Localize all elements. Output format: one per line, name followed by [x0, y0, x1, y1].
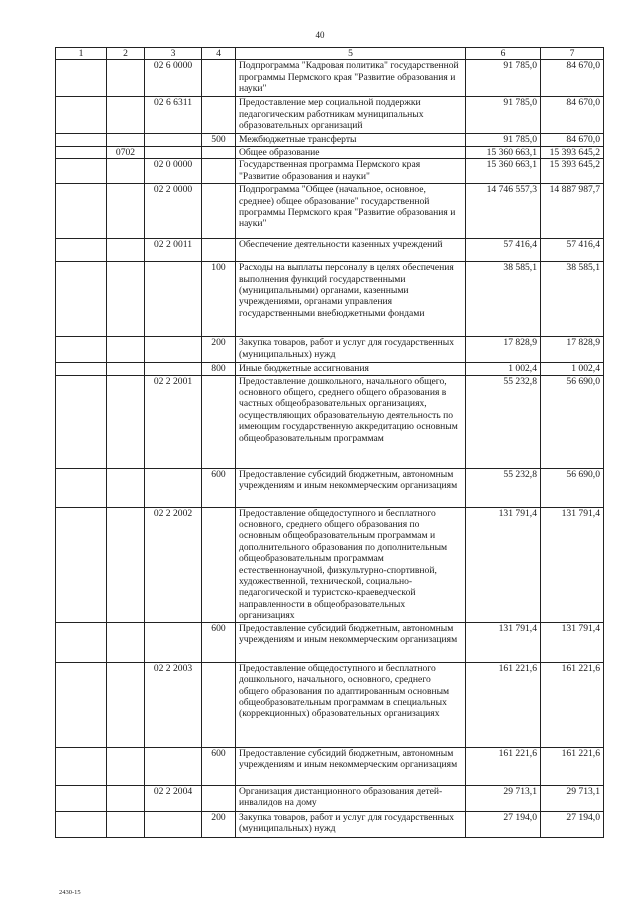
cell-amount-2017: 131 791,4: [541, 507, 604, 622]
cell-expense-type: 200: [202, 337, 236, 363]
cell-section: [56, 785, 107, 811]
cell-subsection: [107, 363, 145, 375]
cell-amount-2017: 161 221,6: [541, 747, 604, 785]
header-col-2: 2: [107, 48, 145, 60]
cell-expense-type: 200: [202, 811, 236, 837]
cell-amount-2016: 131 791,4: [466, 507, 541, 622]
cell-expense-type: 800: [202, 363, 236, 375]
cell-amount-2017: 38 585,1: [541, 262, 604, 337]
cell-subsection: [107, 159, 145, 184]
cell-amount-2016: 15 360 663,1: [466, 159, 541, 184]
cell-expense-type: [202, 507, 236, 622]
cell-expense-type: 600: [202, 468, 236, 507]
cell-description: Предоставление общедоступного и бесплатного дошкольного, начального, основного, среднего общего образования по адаптированным основным общеобразовательным программам в специальных (коррекционных) образовательных организациях: [236, 662, 466, 747]
cell-section: [56, 337, 107, 363]
cell-target-code: [145, 146, 202, 158]
cell-description: Закупка товаров, работ и услуг для государственных (муниципальных) нужд: [236, 337, 466, 363]
cell-description: Подпрограмма "Кадровая политика" государственной программы Пермского края "Развитие образования и науки": [236, 60, 466, 97]
cell-expense-type: [202, 159, 236, 184]
cell-amount-2016: 29 713,1: [466, 785, 541, 811]
cell-target-code: [145, 337, 202, 363]
cell-subsection: [107, 375, 145, 468]
cell-section: [56, 97, 107, 134]
cell-amount-2017: 84 670,0: [541, 60, 604, 97]
cell-target-code: 02 2 0000: [145, 184, 202, 239]
cell-expense-type: [202, 97, 236, 134]
cell-subsection: [107, 468, 145, 507]
table-row: [56, 97, 604, 134]
cell-amount-2017: 84 670,0: [541, 134, 604, 146]
cell-amount-2016: 91 785,0: [466, 134, 541, 146]
table-row: [56, 363, 604, 375]
cell-description: Расходы на выплаты персоналу в целях обеспечения выполнения функций государственными (муниципальными) органами, казенными учреждениями, органами управления государственными внебюджетными фондами: [236, 262, 466, 337]
cell-amount-2017: 56 690,0: [541, 375, 604, 468]
cell-target-code: [145, 468, 202, 507]
table-row: [56, 159, 604, 184]
cell-subsection: [107, 184, 145, 239]
table-row: [56, 662, 604, 747]
cell-target-code: 02 2 2003: [145, 662, 202, 747]
table-row: [56, 468, 604, 507]
cell-amount-2016: 38 585,1: [466, 262, 541, 337]
cell-amount-2016: 91 785,0: [466, 97, 541, 134]
cell-subsection: [107, 662, 145, 747]
header-col-6: 6: [466, 48, 541, 60]
cell-amount-2016: 55 232,8: [466, 375, 541, 468]
table-row: [56, 337, 604, 363]
cell-target-code: [145, 811, 202, 837]
table-row: [56, 811, 604, 837]
cell-amount-2016: 131 791,4: [466, 622, 541, 662]
cell-expense-type: [202, 184, 236, 239]
table-row: [56, 184, 604, 239]
cell-section: [56, 262, 107, 337]
cell-section: [56, 184, 107, 239]
budget-table: [55, 47, 604, 838]
cell-section: [56, 662, 107, 747]
table-row: [56, 622, 604, 662]
cell-amount-2017: 27 194,0: [541, 811, 604, 837]
cell-amount-2017: 56 690,0: [541, 468, 604, 507]
cell-section: [56, 159, 107, 184]
cell-target-code: [145, 134, 202, 146]
cell-description: Общее образование: [236, 146, 466, 158]
cell-amount-2016: 14 746 557,3: [466, 184, 541, 239]
cell-subsection: 0702: [107, 146, 145, 158]
cell-target-code: [145, 363, 202, 375]
cell-subsection: [107, 622, 145, 662]
cell-expense-type: 100: [202, 262, 236, 337]
cell-target-code: [145, 747, 202, 785]
cell-target-code: 02 2 2001: [145, 375, 202, 468]
cell-amount-2016: 57 416,4: [466, 239, 541, 262]
page-number: 40: [315, 30, 325, 40]
header-col-7: 7: [541, 48, 604, 60]
cell-description: Организация дистанционного образования детей-инвалидов на дому: [236, 785, 466, 811]
cell-target-code: 02 2 2004: [145, 785, 202, 811]
cell-description: Государственная программа Пермского края "Развитие образования и науки": [236, 159, 466, 184]
cell-amount-2017: 1 002,4: [541, 363, 604, 375]
cell-target-code: [145, 262, 202, 337]
cell-amount-2016: 161 221,6: [466, 662, 541, 747]
cell-subsection: [107, 507, 145, 622]
cell-amount-2017: 14 887 987,7: [541, 184, 604, 239]
cell-description: Обеспечение деятельности казенных учреждений: [236, 239, 466, 262]
table-row: [56, 375, 604, 468]
cell-section: [56, 375, 107, 468]
cell-section: [56, 622, 107, 662]
table-row: [56, 134, 604, 146]
cell-section: [56, 134, 107, 146]
cell-section: [56, 468, 107, 507]
cell-amount-2017: 131 791,4: [541, 622, 604, 662]
cell-subsection: [107, 134, 145, 146]
cell-amount-2017: 29 713,1: [541, 785, 604, 811]
cell-description: Межбюджетные трансферты: [236, 134, 466, 146]
cell-subsection: [107, 811, 145, 837]
cell-section: [56, 811, 107, 837]
cell-target-code: 02 2 2002: [145, 507, 202, 622]
cell-subsection: [107, 337, 145, 363]
cell-amount-2016: 161 221,6: [466, 747, 541, 785]
cell-amount-2017: 15 393 645,2: [541, 159, 604, 184]
cell-section: [56, 363, 107, 375]
cell-description: Иные бюджетные ассигнования: [236, 363, 466, 375]
table-row: [56, 262, 604, 337]
cell-subsection: [107, 785, 145, 811]
cell-amount-2016: 17 828,9: [466, 337, 541, 363]
cell-expense-type: [202, 146, 236, 158]
cell-section: [56, 60, 107, 97]
cell-description: Закупка товаров, работ и услуг для государственных (муниципальных) нужд: [236, 811, 466, 837]
cell-amount-2016: 15 360 663,1: [466, 146, 541, 158]
header-col-4: 4: [202, 48, 236, 60]
cell-amount-2017: 161 221,6: [541, 662, 604, 747]
cell-description: Предоставление общедоступного и бесплатного основного, среднего общего образования по основным общеобразовательным программам и дополнительного образования по дополнительным общеобразовательным программам естественнонаучной, физкультурно-спортивной, художественной, технической, социально-педагогической и туристско-краеведческой направленности в общеобразовательных организациях: [236, 507, 466, 622]
cell-target-code: 02 6 0000: [145, 60, 202, 97]
cell-expense-type: [202, 60, 236, 97]
header-col-3: 3: [145, 48, 202, 60]
cell-subsection: [107, 239, 145, 262]
cell-subsection: [107, 262, 145, 337]
cell-target-code: 02 2 0011: [145, 239, 202, 262]
cell-target-code: 02 6 6311: [145, 97, 202, 134]
cell-subsection: [107, 747, 145, 785]
cell-expense-type: 600: [202, 747, 236, 785]
cell-description: Предоставление субсидий бюджетным, автономным учреждениям и иным некоммерческим организациям: [236, 747, 466, 785]
cell-description: Предоставление субсидий бюджетным, автономным учреждениям и иным некоммерческим организациям: [236, 622, 466, 662]
cell-description: Предоставление мер социальной поддержки педагогическим работникам муниципальных образовательных организаций: [236, 97, 466, 134]
cell-amount-2016: 91 785,0: [466, 60, 541, 97]
table-row: [56, 747, 604, 785]
cell-description: Предоставление дошкольного, начального общего, основного общего, среднего общего образования в частных общеобразовательных организациях, осуществляющих образовательную деятельность по имеющим государственную аккредитацию основным общеобразовательным программам: [236, 375, 466, 468]
cell-amount-2016: 1 002,4: [466, 363, 541, 375]
cell-amount-2017: 84 670,0: [541, 97, 604, 134]
table-row: [56, 239, 604, 262]
cell-subsection: [107, 60, 145, 97]
header-col-5: 5: [236, 48, 466, 60]
table-row: [56, 785, 604, 811]
cell-description: Подпрограмма "Общее (начальное, основное, среднее) общее образование" государственной программы Пермского края "Развитие образования и науки": [236, 184, 466, 239]
cell-target-code: [145, 622, 202, 662]
cell-expense-type: [202, 785, 236, 811]
cell-expense-type: 600: [202, 622, 236, 662]
cell-expense-type: [202, 239, 236, 262]
cell-section: [56, 507, 107, 622]
cell-amount-2017: 17 828,9: [541, 337, 604, 363]
cell-amount-2017: 57 416,4: [541, 239, 604, 262]
cell-subsection: [107, 97, 145, 134]
cell-section: [56, 146, 107, 158]
cell-expense-type: [202, 662, 236, 747]
table-body: [56, 60, 604, 837]
table-row: [56, 507, 604, 622]
cell-expense-type: 500: [202, 134, 236, 146]
cell-target-code: 02 0 0000: [145, 159, 202, 184]
header-row: [56, 48, 604, 60]
cell-section: [56, 239, 107, 262]
cell-section: [56, 747, 107, 785]
footer-code: 2430-15: [59, 889, 81, 896]
cell-amount-2017: 15 393 645,2: [541, 146, 604, 158]
cell-expense-type: [202, 375, 236, 468]
cell-amount-2016: 27 194,0: [466, 811, 541, 837]
cell-amount-2016: 55 232,8: [466, 468, 541, 507]
table-row: [56, 60, 604, 97]
cell-description: Предоставление субсидий бюджетным, автономным учреждениям и иным некоммерческим организациям: [236, 468, 466, 507]
header-col-1: 1: [56, 48, 107, 60]
table-row: [56, 146, 604, 158]
